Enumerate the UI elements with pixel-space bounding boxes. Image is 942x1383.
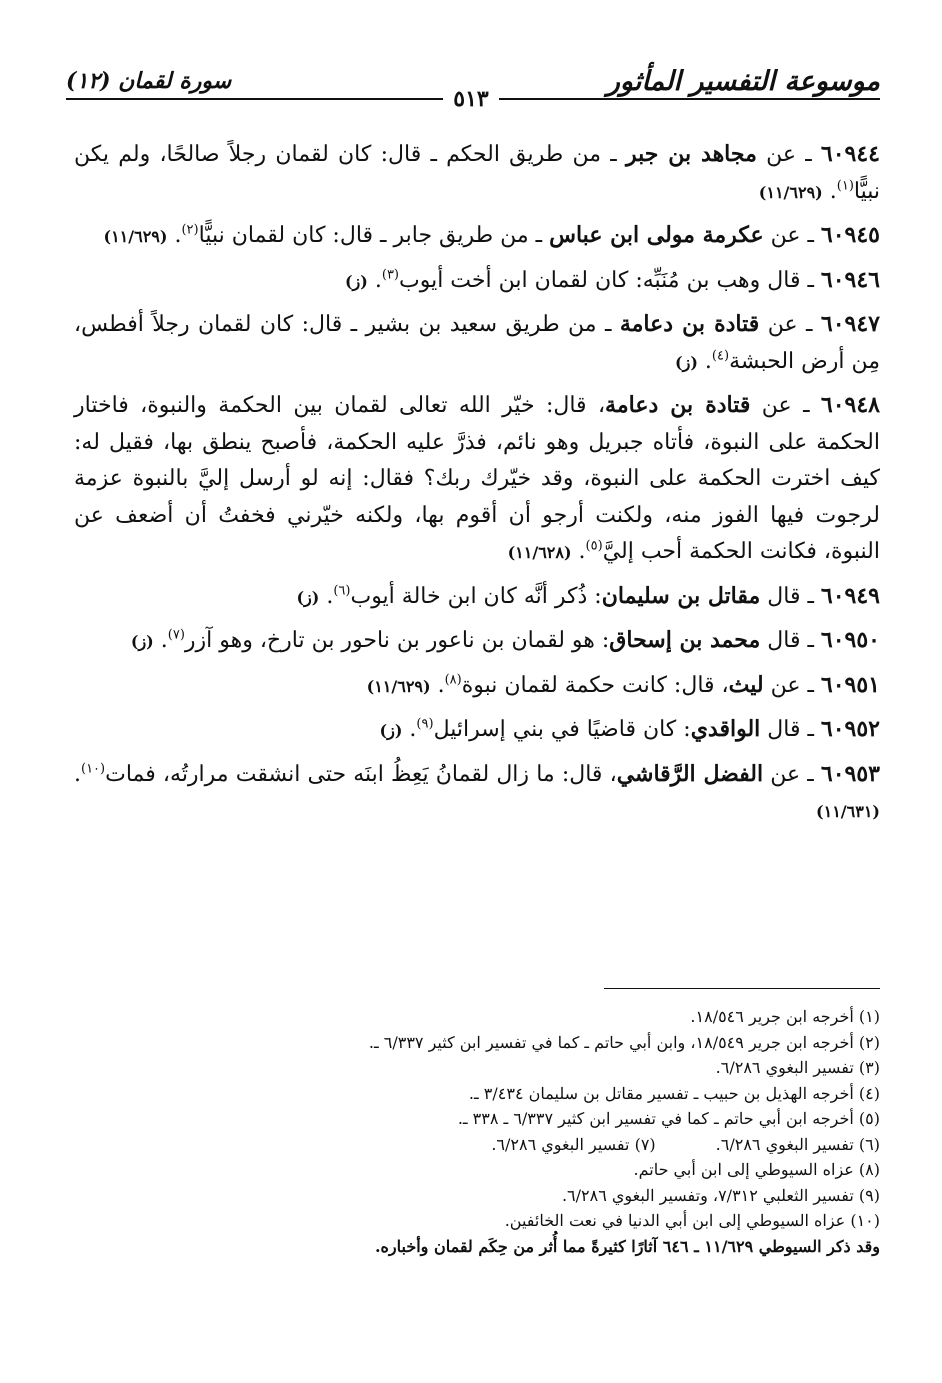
entry-text: . xyxy=(167,223,182,248)
entry-text: . xyxy=(153,628,168,653)
entry-number: ٦٠٩٥٣ xyxy=(820,760,880,787)
athar-entry xyxy=(74,756,880,831)
narrator-name: مقاتل بن سليمان xyxy=(601,582,761,609)
footnote: (٣) تفسير البغوي ٦/٢٨٦. xyxy=(715,1058,880,1077)
footnote-marker: (٢) xyxy=(181,222,199,238)
footnote-marker: (٦) xyxy=(333,583,351,599)
entry-number: ٦٠٩٤٨ xyxy=(820,392,880,418)
main-text xyxy=(74,136,880,837)
entry-text: . xyxy=(697,348,712,374)
entry-number: ٦٠٩٤٩ xyxy=(820,582,880,609)
book-title: موسوعة التفسير المأثور xyxy=(606,65,880,97)
entry-text: . xyxy=(822,178,837,204)
footnote-marker: (١) xyxy=(836,178,854,194)
entry-number: ٦٠٩٥٢ xyxy=(820,716,880,742)
athar-entry xyxy=(74,667,880,706)
entry-text: ـ عن xyxy=(763,761,821,787)
footnote-marker: (٤) xyxy=(711,348,730,364)
entry-text: ـ قال xyxy=(760,628,821,653)
entry-number: ٦٠٩٤٦ xyxy=(820,266,880,293)
footnote: (٦) تفسير البغوي ٦/٢٨٦. xyxy=(715,1134,880,1154)
athar-entry xyxy=(74,622,880,661)
footnote-marker: (٣) xyxy=(381,267,399,283)
entry-text: . xyxy=(74,761,81,787)
source-reference: (١١/٦٢٨) xyxy=(507,543,572,562)
entry-text: ـ قال xyxy=(760,717,821,742)
entry-number: ٦٠٩٥٠ xyxy=(820,627,880,653)
entry-text: ـ قال وهب بن مُنَبِّه: كان لقمان ابن أخت أيوب xyxy=(399,267,821,293)
entry-text: ـ من طريق سعيد بن بشير ـ قال: كان لقمان رجلاً أفطس، مِن أرض الحبشة xyxy=(74,312,880,374)
narrator-name: الفضل الرَّقاشي xyxy=(616,760,764,787)
narrator-name: مجاهد بن جبر xyxy=(625,141,757,167)
footnote-marker: (٧) xyxy=(167,627,185,643)
entry-number: ٦٠٩٥١ xyxy=(820,671,880,698)
source-reference: (ز) xyxy=(675,352,698,372)
footnote-separator xyxy=(604,988,880,989)
entry-text: . xyxy=(571,539,586,564)
entry-text: ، قال: ما زال لقمانُ يَعِظُ ابنَه حتى انشقت مرارتُه، فمات xyxy=(105,761,617,787)
footnote: (٧) تفسير البغوي ٦/٢٨٦. xyxy=(491,1134,656,1154)
entry-text: . xyxy=(367,267,382,293)
athar-entry xyxy=(74,578,880,617)
entry-text: ـ عن xyxy=(759,312,821,337)
footnote-marker: (١٠) xyxy=(81,761,106,777)
source-reference: (ز) xyxy=(296,587,320,607)
footnote-row xyxy=(74,1132,880,1158)
athar-entry xyxy=(74,711,880,750)
narrator-name: قتادة بن دعامة xyxy=(619,311,760,337)
footnote: (٩) تفسير الثعلبي ٧/٣١٢، وتفسير البغوي ٦/٢٨٦. xyxy=(561,1185,880,1205)
athar-entry xyxy=(74,217,880,256)
source-reference: (١١/٦٢٩) xyxy=(758,182,823,202)
source-reference: (١١/٦٣١) xyxy=(816,802,880,821)
entry-text: . xyxy=(430,672,445,698)
entry-text: : هو لقمان بن ناعور بن ناحور بن تارخ، وهو آزر xyxy=(184,628,610,653)
narrator-name: الواقدي xyxy=(690,716,761,742)
footnote-marker: (٥) xyxy=(585,538,603,554)
entry-text: ـ عن xyxy=(750,393,821,418)
entry-text: ـ من طريق الحكم ـ قال: كان لقمان رجلاً صالحًا، ولم يكن نبيًّا xyxy=(74,142,880,204)
athar-entry xyxy=(74,136,880,211)
footnote-marker: (٩) xyxy=(416,716,434,732)
entry-text: . xyxy=(319,583,334,609)
footnote: (٨) عزاه السيوطي إلى ابن أبي حاتم. xyxy=(633,1160,880,1179)
footnote: (١٠) عزاه السيوطي إلى ابن أبي الدنيا في نعت الخائفين. xyxy=(504,1211,880,1230)
source-reference: (ز) xyxy=(344,271,368,291)
footnote: (٤) أخرجه الهذيل بن حبيب ـ تفسير مقاتل بن سليمان ٣/٤٣٤ ـ. xyxy=(468,1083,880,1103)
page-number-box xyxy=(0,86,942,112)
entry-text: ـ من طريق جابر ـ قال: كان لقمان نبيًّا xyxy=(198,223,550,248)
page-number: ٥١٣ xyxy=(443,86,498,112)
entry-text: ـ عن xyxy=(756,142,821,167)
footnote: (١) أخرجه ابن جرير ١٨/٥٤٦. xyxy=(690,1007,880,1026)
athar-entry xyxy=(74,306,880,381)
athar-entry xyxy=(74,387,880,572)
source-reference: (ز) xyxy=(130,632,154,651)
athar-entry xyxy=(74,262,880,301)
footnote-summary: وقد ذكر السيوطي ١١/٦٢٩ ـ ٦٤٦ آثارًا كثيرةً مما أُثر من حِكَم لقمان وأخباره. xyxy=(374,1236,880,1256)
narrator-name: عكرمة مولى ابن عباس xyxy=(549,222,764,248)
source-reference: (ز) xyxy=(379,721,403,740)
entry-text: ـ قال xyxy=(760,583,821,609)
footnote: (٢) أخرجه ابن جرير ١٨/٥٤٩، وابن أبي حاتم ـ كما في تفسير ابن كثير ٦/٣٣٧ ـ. xyxy=(368,1032,880,1052)
entry-text: : ذُكر أنَّه كان ابن خالة أيوب xyxy=(350,583,602,609)
source-reference: (١١/٦٢٩) xyxy=(366,676,431,696)
narrator-name: محمد بن إسحاق xyxy=(609,627,761,653)
surah-title: سورة لقمان (١٢) xyxy=(66,68,232,94)
entry-number: ٦٠٩٤٤ xyxy=(820,141,880,167)
narrator-name: قتادة بن دعامة xyxy=(605,392,751,418)
footnote: (٥) أخرجه ابن أبي حاتم ـ كما في تفسير ابن كثير ٦/٣٣٧ ـ ٣٣٨ ـ. xyxy=(457,1109,880,1128)
entry-text: . xyxy=(402,717,417,742)
entry-number: ٦٠٩٤٥ xyxy=(820,222,880,248)
entry-number: ٦٠٩٤٧ xyxy=(820,311,880,337)
source-reference: (١١/٦٢٩) xyxy=(103,227,168,246)
entry-text: ـ عن xyxy=(763,223,821,248)
entry-text: ، قال: خيّر الله تعالى لقمان بين الحكمة والنبوة، فاختار الحكمة على النبوة، فأتاه جبريل وهو نائم، فذرَّ عليه الحكمة، فأصبح ينطق بها، فقيل له: كيف اخترت الحكمة على النبوة، وقد خيّرك ربك؟ فقال: إنه لو أرسل إليَّ بالنبوة عزمة لرجوت فيها الفوز منه، ولكنت أرجو أن أقوم بها، ولكنه خيّرني فخفتُ أن أضعف عن النبوة، فكانت الحكمة أحب إليَّ xyxy=(74,393,880,564)
entry-text: ، قال: كانت حكمة لقمان نبوة xyxy=(461,672,729,698)
entry-text: ـ عن xyxy=(763,672,821,698)
footnote-marker: (٨) xyxy=(444,672,462,688)
footnotes xyxy=(74,1004,880,1259)
narrator-name: ليث xyxy=(728,671,764,698)
entry-text: : كان قاضيًا في بني إسرائيل xyxy=(433,717,691,742)
